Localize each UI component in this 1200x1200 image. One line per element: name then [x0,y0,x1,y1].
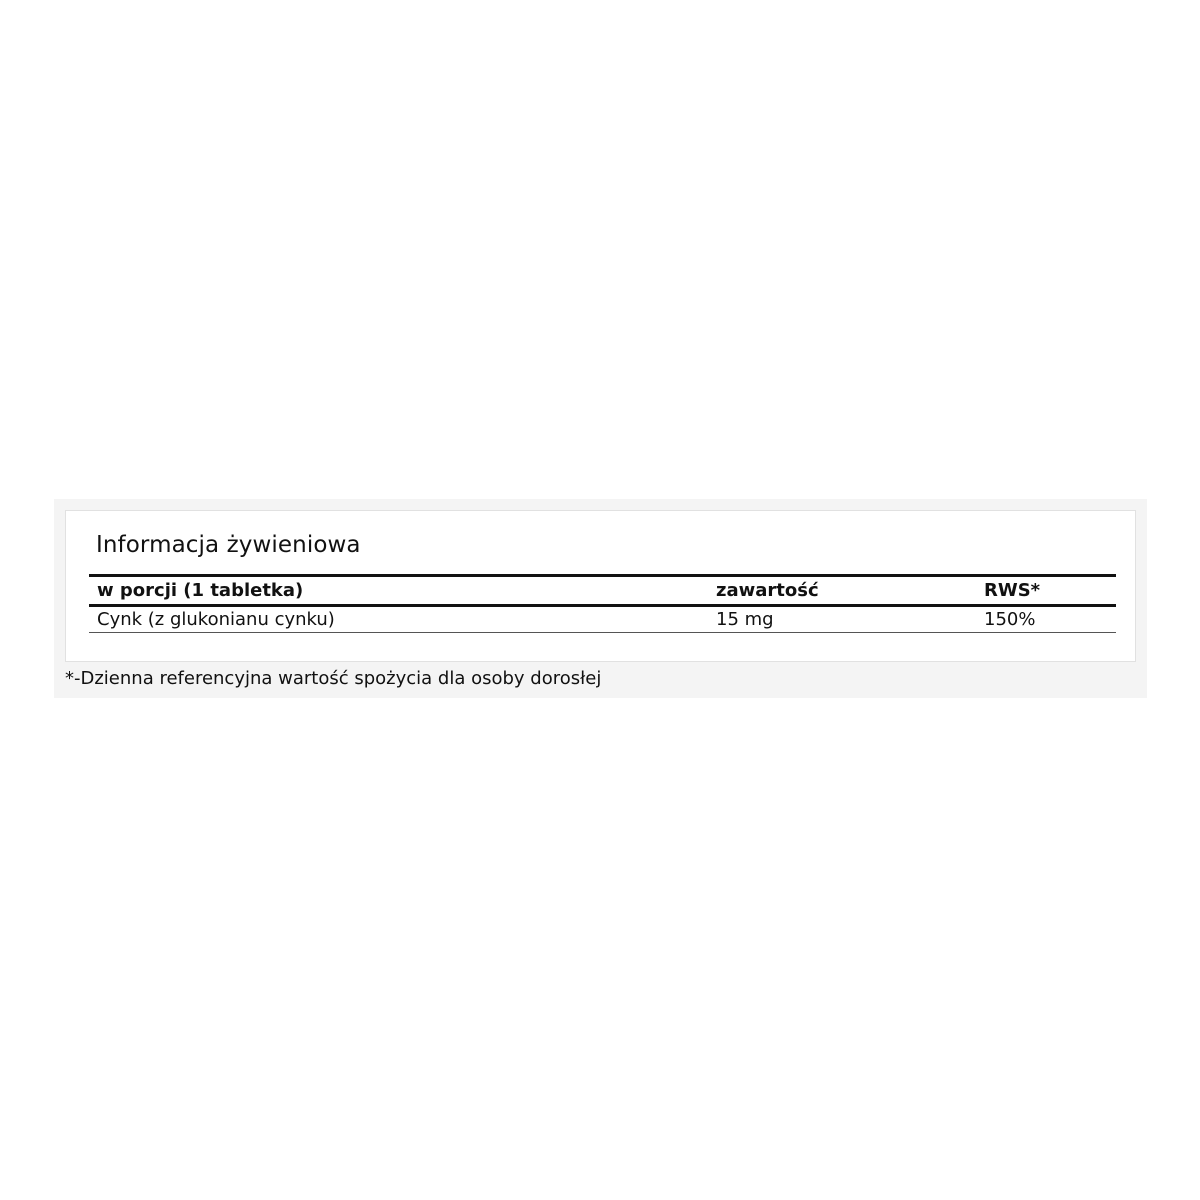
nutrient-rws: 150% [976,606,1116,633]
rws-footnote: *-Dzienna referencyjna wartość spożycia dla osoby dorosłej [65,668,602,689]
nutrition-title: Informacja żywieniowa [96,532,361,558]
nutrient-name: Cynk (z glukonianu cynku) [89,606,708,633]
nutrition-panel [54,499,1147,698]
column-header-rws: RWS* [976,576,1116,606]
column-header-portion: w porcji (1 tabletka) [89,576,708,606]
table-header-row [89,576,1116,606]
table-row [89,606,1116,633]
nutrition-table [89,574,1116,633]
column-header-amount: zawartość [708,576,976,606]
nutrient-amount: 15 mg [708,606,976,633]
nutrition-card [65,510,1136,662]
